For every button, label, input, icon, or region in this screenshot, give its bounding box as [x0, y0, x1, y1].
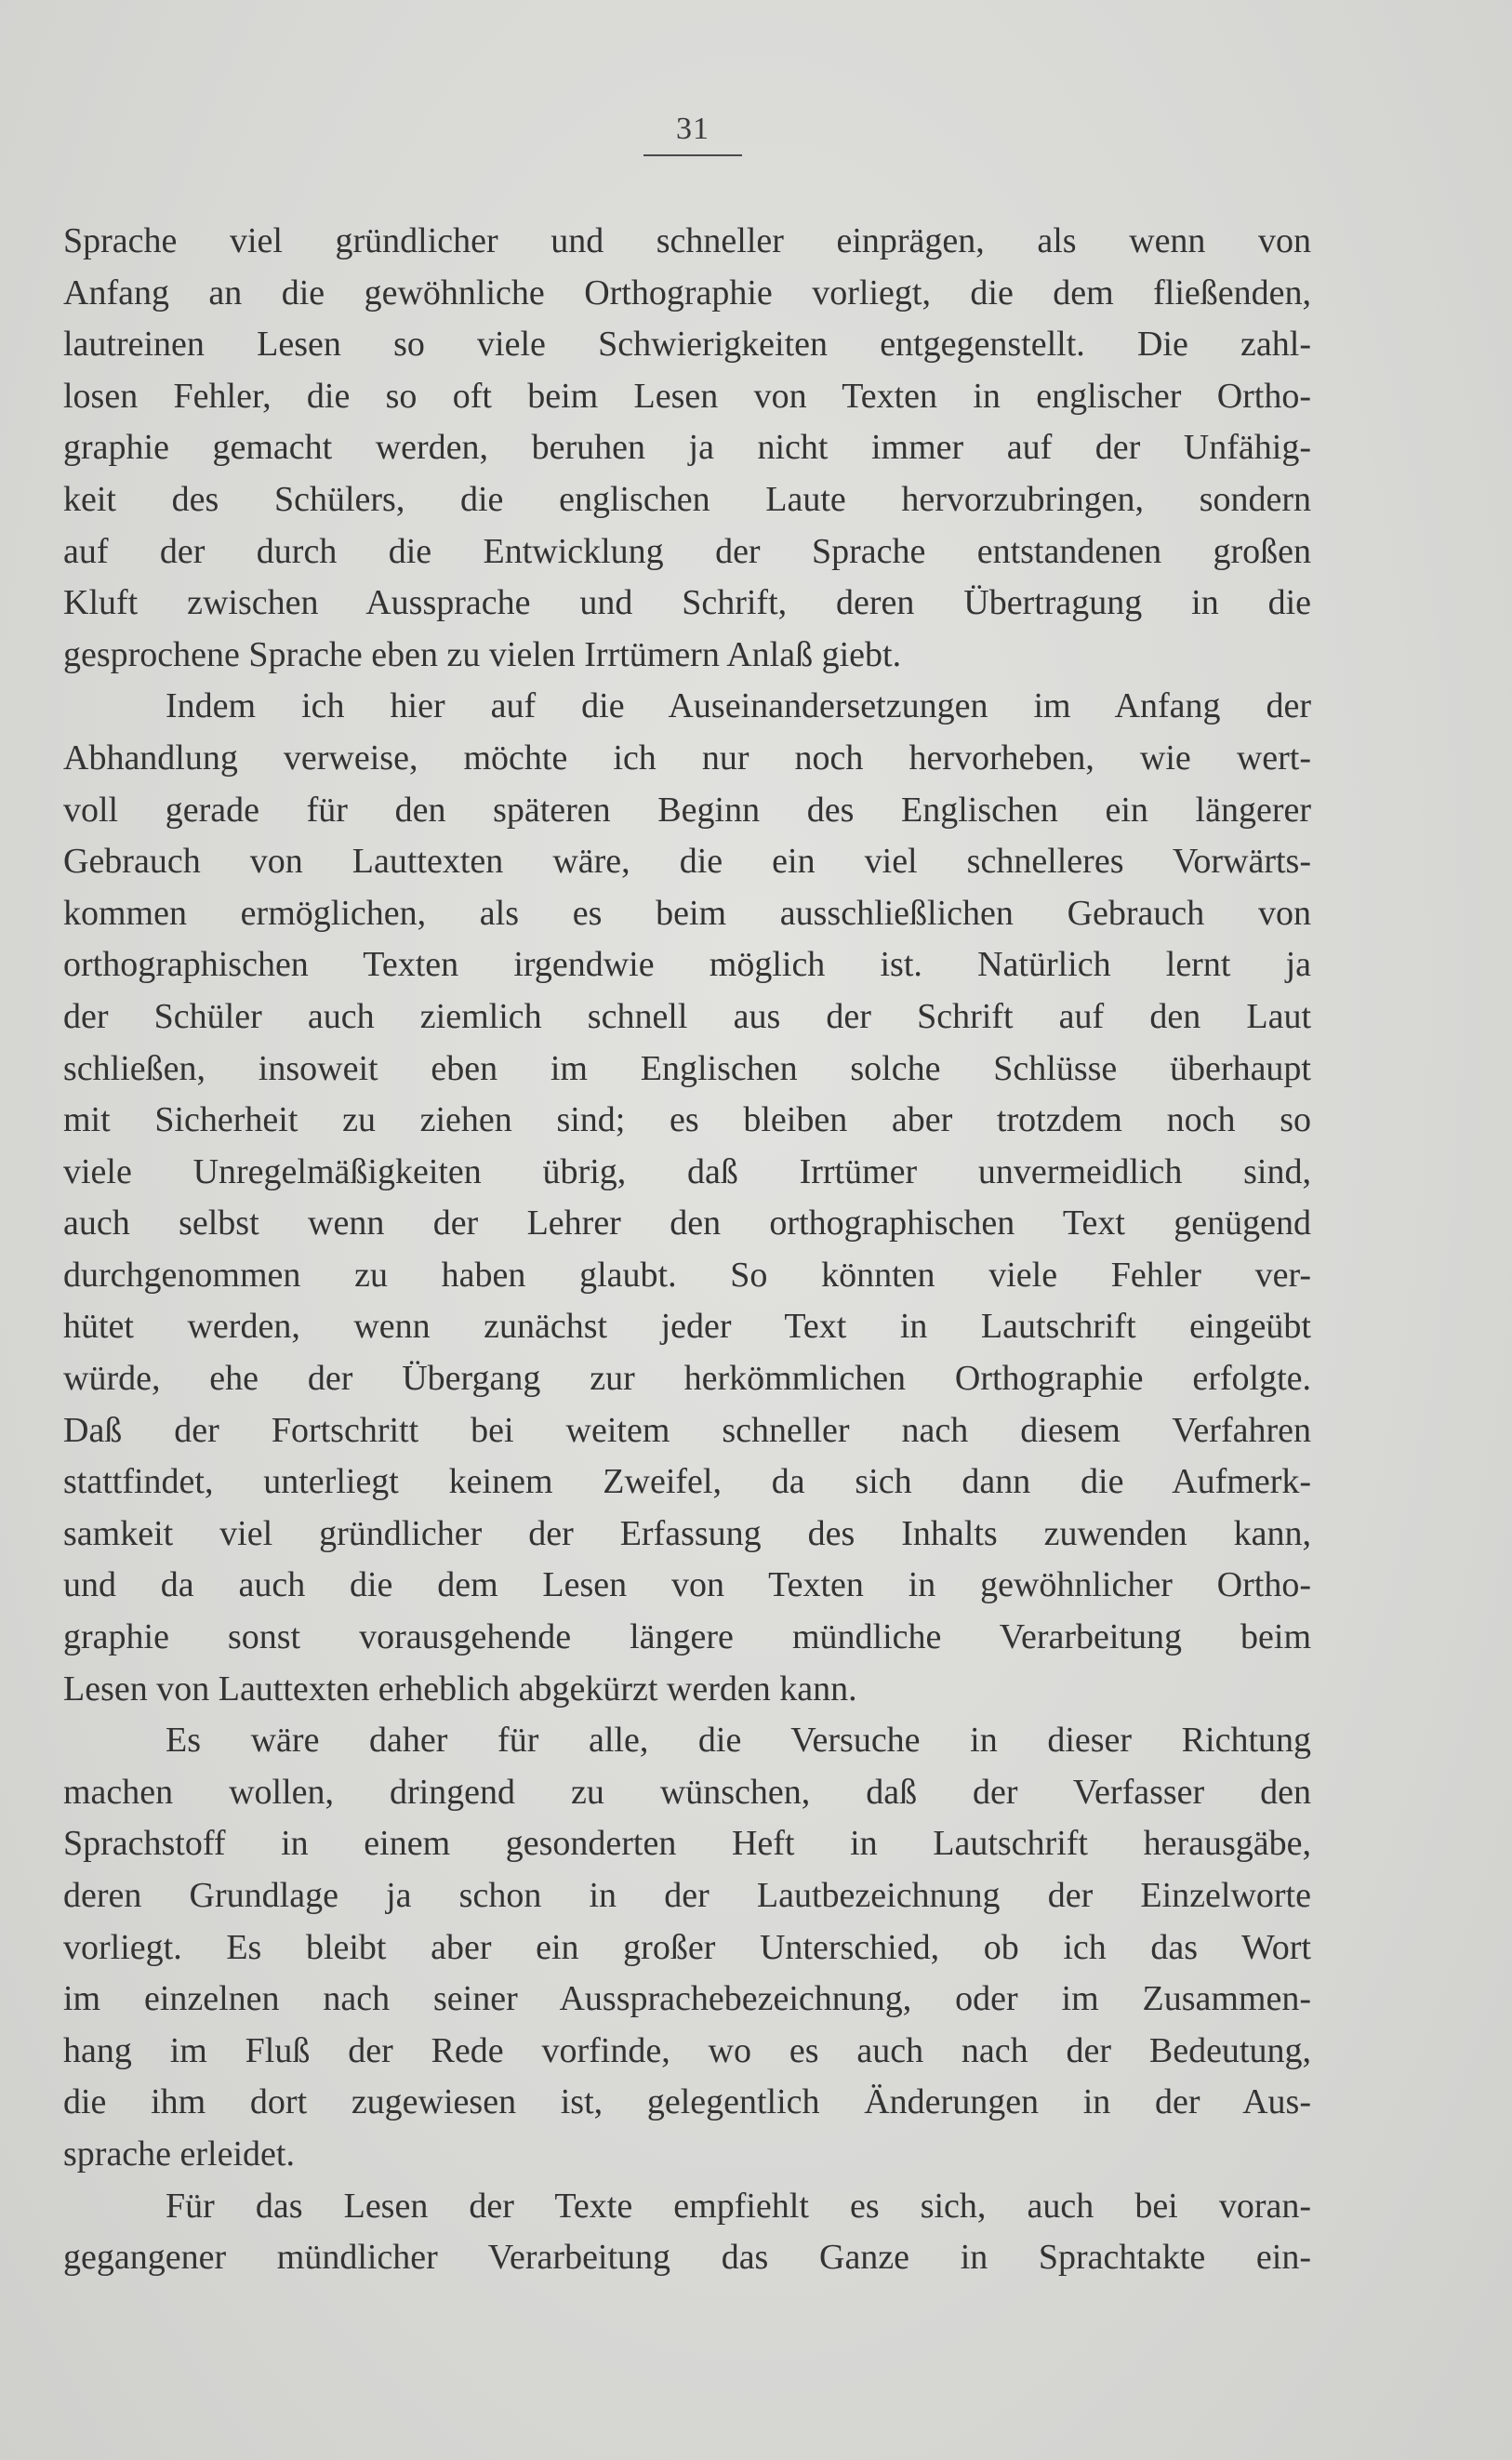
- text-line: machen wollen, dringend zu wünschen, daß der Verfasser den: [63, 1772, 1311, 1812]
- text-line: Sprachstoff in einem gesonderten Heft in Lautschrift herausgäbe,: [63, 1824, 1311, 1864]
- page-number-rule: [643, 154, 742, 156]
- text-line: orthographischen Texten irgendwie möglich ist. Natürlich lernt ja: [63, 945, 1311, 985]
- text-line: die ihm dort zugewiesen ist, gelegentlich Änderungen in der Aus-: [63, 2082, 1311, 2122]
- body-text: [63, 216, 1311, 2284]
- text-line: Anfang an die gewöhnliche Orthographie vorliegt, die dem fließenden,: [63, 273, 1311, 312]
- text-line: viele Unregelmäßigkeiten übrig, daß Irrtümer unvermeidlich sind,: [63, 1151, 1311, 1191]
- text-line: mit Sicherheit zu ziehen sind; es bleiben aber trotzdem noch so: [63, 1100, 1311, 1140]
- text-line: Indem ich hier auf die Auseinandersetzungen im Anfang der: [166, 686, 1311, 726]
- text-line: graphie gemacht werden, beruhen ja nicht immer auf der Unfähig-: [63, 428, 1311, 468]
- text-line: kommen ermöglichen, als es beim ausschließlichen Gebrauch von: [63, 893, 1311, 933]
- text-line: durchgenommen zu haben glaubt. So könnten viele Fehler ver-: [63, 1255, 1311, 1295]
- text-line: Daß der Fortschritt bei weitem schneller nach diesem Verfahren: [63, 1410, 1311, 1450]
- page-number: 31: [676, 112, 710, 146]
- text-line: losen Fehler, die so oft beim Lesen von Texten in englischer Ortho-: [63, 376, 1311, 416]
- text-line: deren Grundlage ja schon in der Lautbezeichnung der Einzelworte: [63, 1876, 1311, 1915]
- text-line: und da auch die dem Lesen von Texten in gewöhnlicher Ortho-: [63, 1565, 1311, 1605]
- text-line: sprache erleidet.: [63, 2134, 295, 2174]
- text-line: würde, ehe der Übergang zur herkömmlichen Orthographie erfolgte.: [63, 1359, 1311, 1399]
- text-line: samkeit viel gründlicher der Erfassung des Inhalts zuwenden kann,: [63, 1513, 1311, 1553]
- text-line: lautreinen Lesen so viele Schwierigkeiten entgegenstellt. Die zahl-: [63, 325, 1311, 365]
- text-line: der Schüler auch ziemlich schnell aus der Schrift auf den Laut: [63, 996, 1311, 1036]
- text-line: voll gerade für den späteren Beginn des Englischen ein längerer: [63, 790, 1311, 830]
- text-line: graphie sonst vorausgehende längere mündliche Verarbeitung beim: [63, 1617, 1311, 1657]
- text-line: Für das Lesen der Texte empfiehlt es sich, auch bei voran-: [166, 2186, 1311, 2226]
- text-line: vorliegt. Es bleibt aber ein großer Unterschied, ob ich das Wort: [63, 1927, 1311, 1967]
- text-line: auch selbst wenn der Lehrer den orthographischen Text genügend: [63, 1203, 1311, 1243]
- text-line: Kluft zwischen Aussprache und Schrift, deren Übertragung in die: [63, 583, 1311, 623]
- text-line: Lesen von Lauttexten erheblich abgekürzt werden kann.: [63, 1669, 857, 1709]
- text-line: hang im Fluß der Rede vorfinde, wo es auch nach der Bedeutung,: [63, 2030, 1311, 2070]
- text-line: gesprochene Sprache eben zu vielen Irrtümern Anlaß giebt.: [63, 634, 902, 674]
- text-line: Es wäre daher für alle, die Versuche in dieser Richtung: [166, 1721, 1311, 1761]
- text-line: Abhandlung verweise, möchte ich nur noch hervorheben, wie wert-: [63, 738, 1311, 778]
- text-line: Gebrauch von Lauttexten wäre, die ein viel schnelleres Vorwärts-: [63, 842, 1311, 882]
- text-line: stattfindet, unterliegt keinem Zweifel, da sich dann die Aufmerk-: [63, 1462, 1311, 1502]
- text-line: keit des Schülers, die englischen Laute hervorzubringen, sondern: [63, 479, 1311, 519]
- text-line: schließen, insoweit eben im Englischen solche Schlüsse überhaupt: [63, 1048, 1311, 1088]
- text-line: gegangener mündlicher Verarbeitung das Ganze in Sprachtakte ein-: [63, 2238, 1311, 2278]
- text-line: hütet werden, wenn zunächst jeder Text in Lautschrift eingeübt: [63, 1307, 1311, 1347]
- text-line: im einzelnen nach seiner Aussprachebezeichnung, oder im Zusammen-: [63, 1979, 1311, 2019]
- text-line: Sprache viel gründlicher und schneller einprägen, als wenn von: [63, 221, 1311, 260]
- text-line: auf der durch die Entwicklung der Sprache entstandenen großen: [63, 531, 1311, 571]
